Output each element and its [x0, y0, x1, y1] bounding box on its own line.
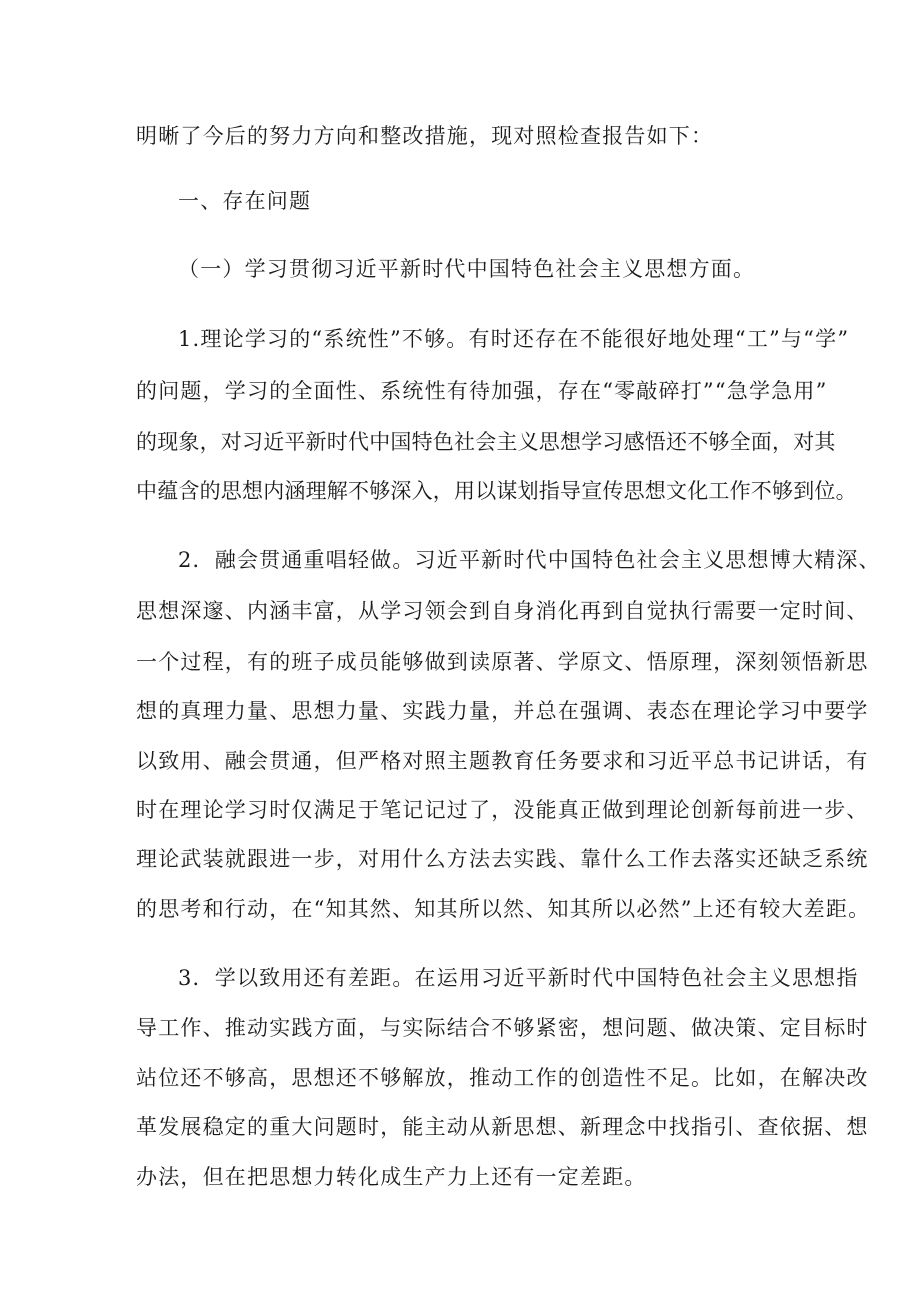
paragraph-line: 站位还不够高，思想还不够解放，推动工作的创造性不足。比如，在解决改: [136, 1066, 869, 1090]
paragraph-line: 的思考和行动，在“知其然、知其所以然、知其所以必然”上还有较大差距。: [136, 897, 871, 921]
paragraph-line: 理论武装就跟进一步，对用什么方法去实践、靠什么工作去落实还缺乏系统: [136, 847, 869, 871]
paragraph-line: 的问题，学习的全面性、系统性有待加强，存在“零敲碎打”“急学急用”: [136, 379, 828, 403]
paragraph-line: 想的真理力量、思想力量、实践力量，并总在强调、表态在理论学习中要学: [136, 699, 869, 723]
paragraph-line: 办法，但在把思想力转化成生产力上还有一定差距。: [136, 1165, 647, 1189]
paragraph-line: 1.理论学习的“系统性”不够。有时还存在不能很好地处理“工”与“学”: [178, 327, 850, 351]
paragraph-line: 一个过程，有的班子成员能够做到读原著、学原文、悟原理，深刻领悟新思: [136, 650, 869, 674]
subsection-heading: （一）学习贯彻习近平新时代中国特色社会主义思想方面。: [178, 257, 756, 281]
section-heading: 一、存在问题: [178, 189, 312, 213]
paragraph-line: 明晰了今后的努力方向和整改措施，现对照检查报告如下：: [136, 124, 714, 148]
paragraph-line: 时在理论学习时仅满足于笔记记过了，没能真正做到理论创新每前进一步、: [136, 798, 869, 822]
paragraph-line: 革发展稳定的重大问题时，能主动从新思想、新理念中找指引、查依据、想: [136, 1115, 869, 1139]
paragraph-line: 3．学以致用还有差距。在运用习近平新时代中国特色社会主义思想指: [178, 966, 859, 990]
paragraph-line: 导工作、推动实践方面，与实际结合不够紧密，想问题、做决策、定目标时: [136, 1016, 869, 1040]
paragraph-line: 以致用、融会贯通，但严格对照主题教育任务要求和习近平总书记讲话，有: [136, 749, 869, 773]
paragraph-line: 2．融会贯通重唱轻做。习近平新时代中国特色社会主义思想博大精深、: [178, 548, 881, 572]
paragraph-line: 中蕴含的思想内涵理解不够深入，用以谋划指导宣传思想文化工作不够到位。: [136, 479, 857, 503]
paragraph-line: 思想深邃、内涵丰富，从学习领会到自身消化再到自觉执行需要一定时间、: [136, 599, 869, 623]
paragraph-line: 的现象，对习近平新时代中国特色社会主义思想学习感悟还不够全面，对其: [136, 430, 836, 454]
